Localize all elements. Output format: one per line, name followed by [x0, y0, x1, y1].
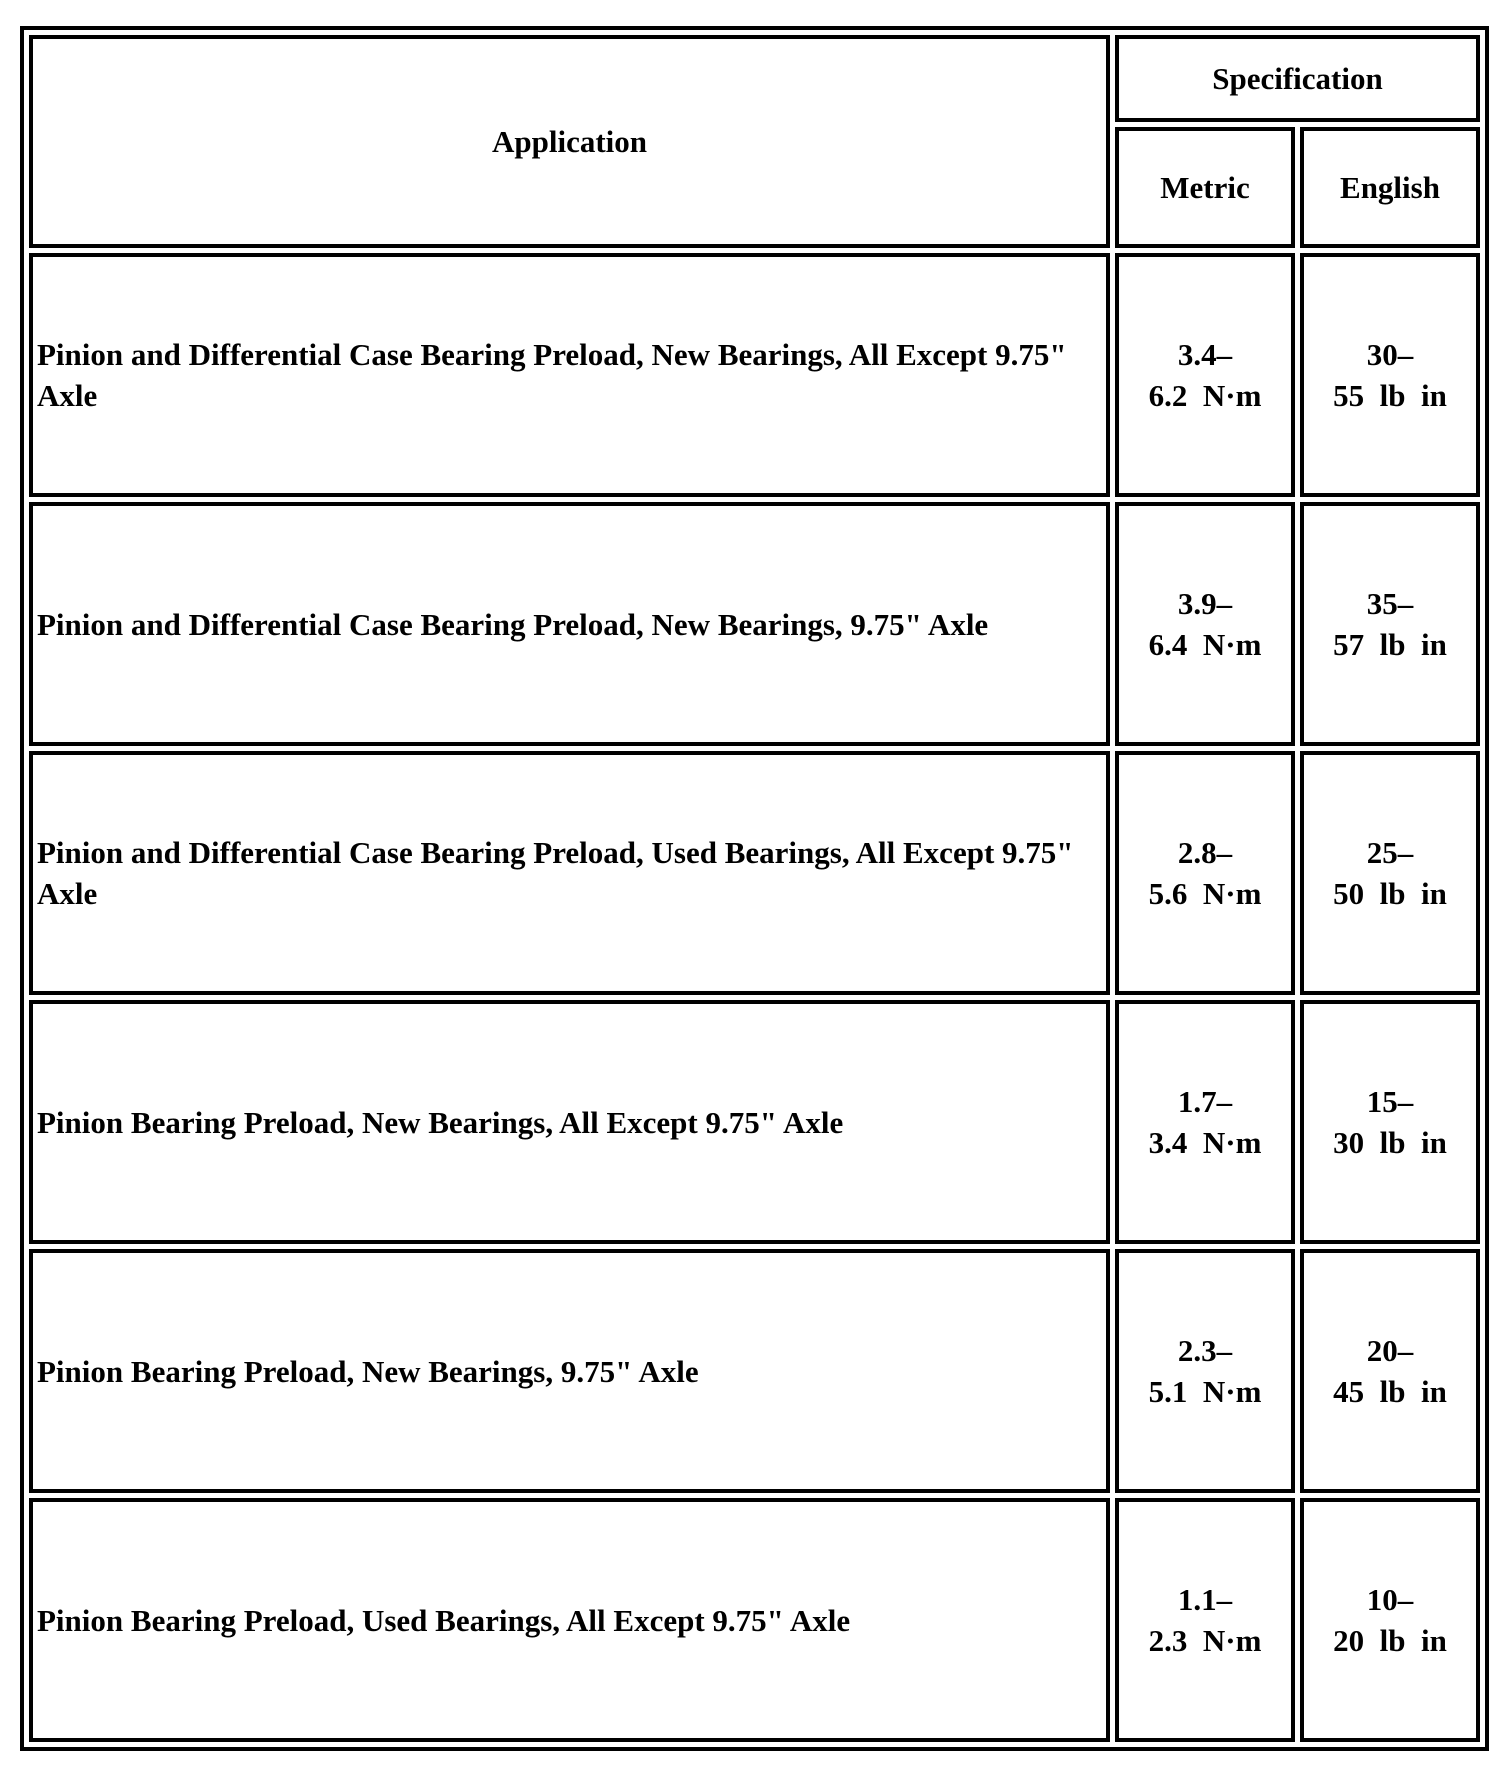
metric-max: 5.6 N·m	[1148, 876, 1262, 911]
application-cell: Pinion and Differential Case Bearing Preload, Used Bearings, All Except 9.75" Axle	[29, 751, 1110, 995]
application-column-header: Application	[29, 35, 1110, 248]
metric-min: 3.4–	[1177, 337, 1233, 372]
metric-min: 2.3–	[1177, 1333, 1233, 1368]
english-min: 20–	[1366, 1333, 1414, 1368]
english-min: 25–	[1366, 835, 1414, 870]
english-max: 45 lb in	[1333, 1374, 1447, 1409]
metric-min: 2.8–	[1177, 835, 1233, 870]
application-cell: Pinion Bearing Preload, Used Bearings, All Except 9.75" Axle	[29, 1498, 1110, 1742]
specification-column-header: Specification	[1115, 35, 1480, 122]
english-cell	[1300, 751, 1480, 995]
table-row	[29, 253, 1480, 497]
application-cell: Pinion and Differential Case Bearing Preload, New Bearings, All Except 9.75" Axle	[29, 253, 1110, 497]
metric-min: 1.7–	[1177, 1084, 1233, 1119]
metric-cell	[1115, 1249, 1295, 1493]
metric-max: 6.4 N·m	[1148, 627, 1262, 662]
english-max: 57 lb in	[1333, 627, 1447, 662]
table-row	[29, 751, 1480, 995]
metric-cell	[1115, 502, 1295, 746]
english-cell	[1300, 253, 1480, 497]
table-row	[29, 1498, 1480, 1742]
metric-max: 5.1 N·m	[1148, 1374, 1262, 1409]
metric-cell	[1115, 1498, 1295, 1742]
metric-min: 3.9–	[1177, 586, 1233, 621]
metric-cell	[1115, 1000, 1295, 1244]
metric-max: 2.3 N·m	[1148, 1623, 1262, 1658]
english-min: 35–	[1366, 586, 1414, 621]
english-max: 30 lb in	[1333, 1125, 1447, 1160]
table-row	[29, 1000, 1480, 1244]
english-cell	[1300, 1000, 1480, 1244]
table-row	[29, 1249, 1480, 1493]
metric-max: 3.4 N·m	[1148, 1125, 1262, 1160]
english-min: 15–	[1366, 1084, 1414, 1119]
metric-cell	[1115, 751, 1295, 995]
english-max: 50 lb in	[1333, 876, 1447, 911]
english-cell	[1300, 502, 1480, 746]
english-column-header: English	[1300, 127, 1480, 248]
english-min: 10–	[1366, 1582, 1414, 1617]
application-cell: Pinion Bearing Preload, New Bearings, 9.75" Axle	[29, 1249, 1110, 1493]
metric-column-header: Metric	[1115, 127, 1295, 248]
table-row	[29, 502, 1480, 746]
metric-max: 6.2 N·m	[1148, 378, 1262, 413]
application-cell: Pinion Bearing Preload, New Bearings, All Except 9.75" Axle	[29, 1000, 1110, 1244]
english-max: 20 lb in	[1333, 1623, 1447, 1658]
application-cell: Pinion and Differential Case Bearing Preload, New Bearings, 9.75" Axle	[29, 502, 1110, 746]
english-max: 55 lb in	[1333, 378, 1447, 413]
bearing-preload-spec-table	[20, 26, 1489, 1751]
english-cell	[1300, 1498, 1480, 1742]
metric-min: 1.1–	[1177, 1582, 1233, 1617]
metric-cell	[1115, 253, 1295, 497]
english-min: 30–	[1366, 337, 1414, 372]
english-cell	[1300, 1249, 1480, 1493]
